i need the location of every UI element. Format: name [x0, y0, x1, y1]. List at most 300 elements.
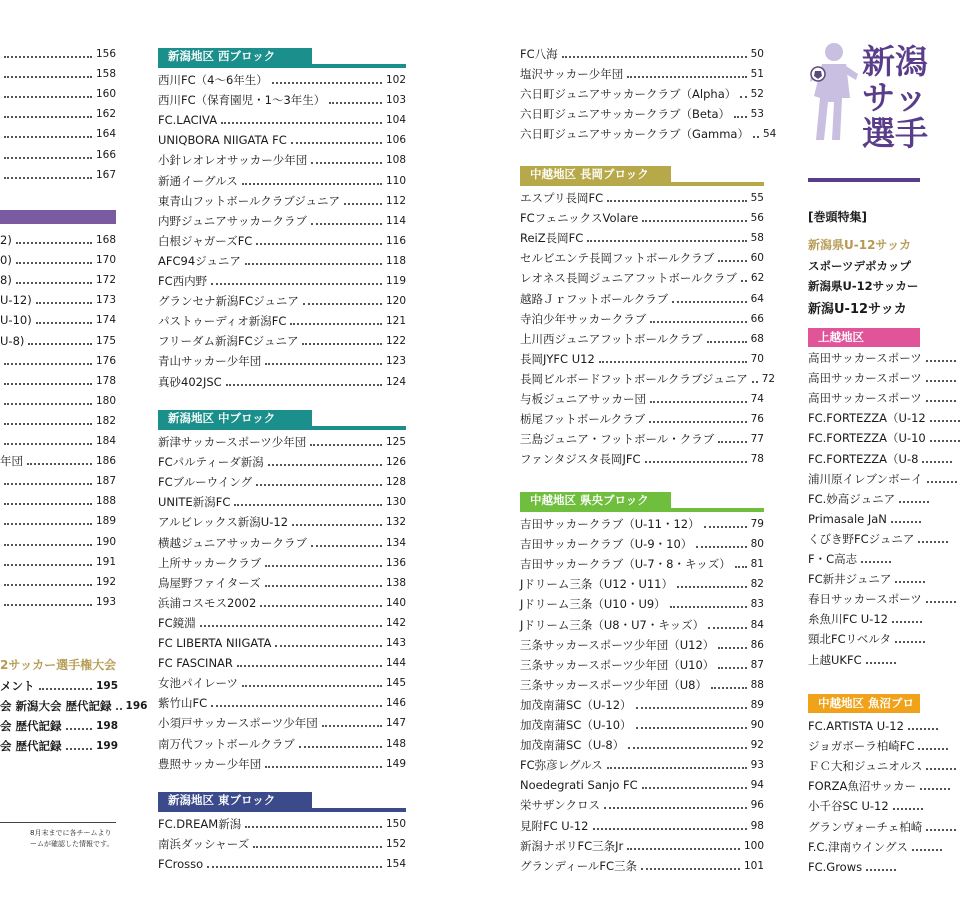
leader-dots: [711, 687, 747, 689]
toc-entry: [0, 736, 118, 756]
section-header-bar: [158, 64, 406, 68]
leader-dots: [642, 220, 746, 222]
leader-dots: [866, 662, 896, 664]
entry-name: 0): [0, 253, 12, 268]
entry-page-number: 100: [743, 839, 764, 852]
entry-page-number: 178: [95, 374, 116, 387]
leader-dots: [672, 301, 746, 303]
entry-name: FORZA魚沼サッカー: [808, 779, 917, 794]
entry-name: 六日町ジュニアサッカークラブ（Alpha）: [520, 87, 737, 102]
toc-entry: [0, 64, 116, 84]
entry-page-number: 120: [385, 295, 406, 308]
leader-dots: [607, 200, 746, 202]
toc-entry: [158, 593, 406, 613]
leader-dots: [268, 464, 382, 466]
leader-dots: [4, 584, 92, 586]
leader-dots: [200, 625, 382, 627]
entry-name: 上所サッカークラブ: [158, 555, 262, 570]
toc-entry: [520, 289, 764, 309]
toc-entry: [520, 268, 764, 288]
toc-entry: [0, 471, 116, 491]
entry-page-number: 199: [96, 740, 118, 753]
leader-dots: [116, 708, 122, 710]
entry-name: 鳥屋野ファイターズ: [158, 575, 261, 590]
leader-dots: [649, 421, 746, 423]
toc-entry: [520, 84, 764, 104]
toc-entry: [520, 574, 764, 594]
entry-page-number: 132: [385, 516, 406, 529]
entry-name: くびき野FCジュニア: [808, 531, 915, 546]
leader-dots: [627, 848, 740, 850]
entry-page-number: 56: [750, 212, 764, 225]
leader-dots: [627, 76, 746, 78]
entry-page-number: 66: [750, 312, 764, 325]
entry-page-number: 84: [750, 618, 764, 631]
toc-entry: [520, 104, 764, 124]
entry-name: 塩沢サッカー少年団: [520, 67, 624, 82]
entry-page-number: 114: [385, 214, 406, 227]
toc-entry: [808, 796, 923, 816]
section-title-championship: 2サッカー選手権大会: [0, 658, 117, 672]
entry-name: 見附FC U-12: [520, 818, 589, 833]
entry-name: FC.FORTEZZA（U-12: [808, 411, 926, 426]
entry-page-number: 94: [750, 779, 764, 792]
entry-page-number: 82: [750, 578, 764, 591]
entry-page-number: 70: [750, 352, 764, 365]
section-header: 中越地区 長岡ブロック: [520, 166, 671, 182]
entry-name: 六日町ジュニアサッカークラブ（Gamma）: [520, 127, 749, 142]
toc-entry: [158, 372, 406, 392]
leader-dots: [866, 869, 896, 871]
leader-dots: [926, 400, 956, 402]
toc-entry: [158, 512, 406, 532]
toc-entry: [0, 572, 116, 592]
entry-name: 豊照サッカー少年団: [158, 756, 262, 771]
entry-name: 小千谷SC U-12: [808, 799, 889, 814]
entry-page-number: 198: [96, 720, 118, 733]
leader-dots: [4, 383, 92, 385]
leader-dots: [290, 323, 382, 325]
entry-name: 吉田サッカークラブ（U-7・8・キッズ）: [520, 557, 731, 572]
leader-dots: [311, 223, 382, 225]
entry-name: FC.FORTEZZA（U-8: [808, 451, 919, 466]
leader-dots: [275, 645, 382, 647]
entry-page-number: 167: [95, 168, 116, 181]
entry-page-number: 142: [385, 616, 406, 629]
toc-entry: [520, 615, 764, 635]
toc-entry: [520, 208, 764, 228]
leader-dots: [641, 868, 740, 870]
toc-entry: [0, 145, 116, 165]
entry-page-number: 74: [750, 393, 764, 405]
entry-name: 浜浦コスモス2002: [158, 595, 257, 610]
entry-name: 8): [0, 273, 12, 288]
toc-entry: [520, 389, 764, 409]
leader-dots: [4, 76, 92, 78]
toc-entry: [158, 693, 406, 713]
leader-dots: [650, 401, 747, 403]
leader-dots: [211, 705, 382, 707]
toc-column-niigata: [158, 0, 406, 920]
leader-dots: [930, 440, 960, 442]
toc-entry: [808, 756, 956, 776]
leader-dots: [920, 788, 950, 790]
entry-name: Primasale JaN: [808, 511, 887, 526]
footnote-line-1: 8月末までに各チームより: [30, 829, 112, 837]
toc-entry: [520, 735, 764, 755]
leader-dots: [895, 641, 925, 643]
toc-entry: [158, 492, 406, 512]
toc-entry: [520, 514, 764, 534]
toc-entry: [520, 329, 764, 349]
footnote-divider: [0, 822, 116, 823]
leader-dots: [562, 56, 747, 58]
toc-entry: [520, 124, 777, 144]
leader-dots: [926, 829, 956, 831]
toc-entry: [158, 110, 406, 130]
entry-name: 三島ジュニア・フットボール・クラブ: [520, 432, 715, 447]
entry-name: レオネス長岡ジュニアフットボールクラブ: [520, 271, 737, 286]
entry-name: 加茂南蒲SC（U-8）: [520, 738, 625, 753]
entry-name: FC.ARTISTA U-12: [808, 719, 904, 733]
entry-name: U-8): [0, 333, 25, 348]
entry-page-number: 158: [95, 68, 116, 81]
entry-page-number: 130: [385, 496, 406, 509]
toc-entry: [520, 695, 764, 715]
entry-page-number: 90: [750, 719, 764, 731]
entry-page-number: 104: [385, 114, 406, 127]
entry-page-number: 144: [385, 657, 406, 670]
toc-entry: [0, 250, 116, 270]
toc-entry: [158, 673, 406, 693]
entry-name: ファンタジスタ長岡JFC: [520, 452, 641, 467]
leader-dots: [265, 565, 382, 567]
entry-page-number: 160: [95, 88, 116, 101]
toc-entry: [520, 369, 776, 389]
entry-page-number: 189: [95, 515, 116, 528]
leader-dots: [4, 403, 92, 405]
entry-name: 上越UKFC: [808, 652, 862, 667]
entry-name: 上川西ジュニアフットボールクラブ: [520, 331, 703, 346]
leader-dots: [36, 322, 92, 324]
leader-dots: [899, 501, 929, 503]
entry-name: 加茂南蒲SC（U-12）: [520, 697, 632, 712]
joetsu-label: 上越地区: [818, 330, 864, 344]
entry-page-number: 76: [750, 413, 764, 426]
toc-entry: [158, 150, 406, 170]
leader-dots: [636, 707, 747, 709]
leader-dots: [891, 521, 921, 523]
entry-page-number: 188: [95, 495, 116, 508]
entry-name: 長岡JYFC U12: [520, 351, 595, 366]
entry-name: UNITE新潟FC: [158, 495, 231, 510]
leader-dots: [735, 566, 747, 568]
entry-name: FC新井ジュニア: [808, 572, 892, 587]
toc-entry: [520, 534, 764, 554]
entry-name: FC.LACIVA: [158, 113, 218, 128]
entry-page-number: 149: [385, 757, 406, 770]
entry-page-number: 119: [385, 275, 406, 287]
leader-dots: [926, 360, 956, 362]
entry-name: ＦＣ大和ジュニオルス: [808, 759, 923, 774]
toc-entry: [0, 411, 116, 431]
entry-name: 西川FC（保育園児・1〜3年生）: [158, 93, 326, 108]
entry-page-number: 134: [385, 536, 406, 549]
entry-name: ReiZ長岡FC: [520, 231, 584, 246]
toc-entry: [808, 469, 957, 489]
leader-dots: [707, 341, 747, 343]
toc-entry: [808, 428, 960, 448]
entry-page-number: 195: [96, 680, 118, 692]
entry-name: 小須戸サッカースポーツ少年団: [158, 716, 318, 731]
leader-dots: [207, 866, 382, 868]
entry-page-number: 116: [385, 234, 406, 247]
main-title-line-2: サッ: [862, 78, 928, 117]
entry-page-number: 128: [385, 476, 406, 489]
leader-dots: [895, 581, 925, 583]
entry-name: グランディールFC三条: [520, 858, 637, 873]
toc-entry: [0, 270, 116, 290]
toc-entry: [808, 368, 956, 388]
toc-entry: [520, 775, 764, 795]
leader-dots: [4, 564, 92, 566]
leader-dots: [27, 463, 92, 465]
toc-entry: [158, 291, 406, 311]
toc-entry: [808, 549, 891, 569]
section-title-u12: 新潟U-12サッカ: [808, 302, 907, 317]
leader-dots: [892, 621, 922, 623]
entry-name: F.C.津南ウイングス: [808, 839, 908, 854]
leader-dots: [4, 136, 92, 138]
entry-name: 与板ジュニアサッカー団: [520, 392, 647, 406]
leader-dots: [211, 283, 382, 285]
toc-entry: [520, 816, 764, 836]
toc-entry: [520, 248, 764, 268]
leader-dots: [718, 647, 746, 649]
entry-page-number: 138: [385, 576, 406, 589]
toc-entry: [158, 130, 406, 150]
toc-entry: [158, 553, 406, 573]
toc-entry: [808, 776, 950, 796]
leader-dots: [4, 443, 92, 445]
leader-dots: [740, 96, 746, 98]
toc-entry: [158, 351, 406, 371]
leader-dots: [16, 282, 92, 284]
entry-page-number: 150: [385, 818, 406, 830]
toc-entry: [808, 736, 948, 756]
entry-name: 三条サッカースポーツ少年団（U12）: [520, 637, 715, 652]
entry-name: セルビエンテ長岡フットボールクラブ: [520, 251, 715, 266]
toc-entry: [808, 489, 929, 509]
leader-dots: [677, 586, 747, 588]
entry-page-number: 168: [95, 234, 116, 246]
entry-name: FC八海: [520, 47, 558, 61]
toc-entry: [158, 754, 406, 774]
leader-dots: [4, 56, 92, 58]
entry-name: 紫竹山FC: [158, 696, 208, 711]
entry-name: グランセナ新潟FCジュニア: [158, 294, 299, 309]
leader-dots: [28, 343, 92, 345]
entry-page-number: 89: [750, 698, 764, 711]
entry-name: 女池パイレーツ: [158, 676, 239, 691]
soccer-player-silhouette-icon: [804, 40, 864, 150]
entry-name: 年団: [0, 454, 23, 469]
toc-entry: [520, 594, 764, 614]
leader-dots: [741, 280, 747, 282]
leader-dots: [4, 157, 92, 159]
entry-name: 吉田サッカークラブ（U-9・10）: [520, 537, 693, 552]
leader-dots: [4, 483, 92, 485]
toc-entry: [158, 251, 406, 271]
toc-entry: [158, 70, 406, 90]
entry-page-number: 112: [385, 194, 406, 207]
entry-page-number: 108: [385, 154, 406, 167]
leader-dots: [39, 688, 93, 690]
leader-dots: [696, 546, 746, 548]
toc-entry: [520, 856, 764, 876]
leader-dots: [265, 585, 382, 587]
leader-dots: [322, 725, 382, 727]
leader-dots: [670, 606, 747, 608]
entry-page-number: 136: [385, 556, 406, 569]
toc-column-chuetsu: [520, 0, 777, 920]
entry-page-number: 125: [385, 436, 406, 448]
entry-name: 新津サッカースポーツ少年団: [158, 435, 307, 449]
leader-dots: [299, 746, 382, 748]
entry-name: 真砂402JSC: [158, 374, 222, 389]
leader-dots: [645, 461, 747, 463]
entry-name: U-12): [0, 293, 32, 308]
entry-name: 会 新潟大会 歴代記録: [0, 699, 112, 714]
leader-dots: [4, 116, 92, 118]
entry-page-number: 193: [95, 595, 116, 608]
leader-dots: [704, 526, 747, 528]
leader-dots: [310, 444, 382, 446]
toc-entry: [808, 650, 896, 670]
toc-entry: [0, 491, 116, 511]
leader-dots: [256, 484, 382, 486]
toc-entry: [158, 432, 406, 452]
section-header-bar: [520, 182, 764, 186]
toc-entry: [520, 675, 764, 695]
entry-name: 春日サッカースポーツ: [808, 592, 922, 607]
toc-entry: [158, 90, 406, 110]
toc-entry: [158, 613, 406, 633]
leader-dots: [930, 420, 960, 422]
entry-name: FCrosso: [158, 857, 204, 872]
leader-dots: [265, 766, 382, 768]
toc-column-right-cut: [800, 0, 928, 920]
entry-page-number: 184: [95, 435, 116, 447]
entry-name: U-10): [0, 313, 32, 328]
entry-page-number: 140: [385, 596, 406, 609]
toc-entry: [520, 409, 764, 429]
entry-page-number: 191: [95, 555, 116, 568]
leader-dots: [607, 767, 747, 769]
entry-page-number: 78: [750, 453, 764, 466]
toc-entry: [808, 716, 938, 736]
toc-entry: [520, 349, 764, 369]
leader-dots: [272, 82, 382, 84]
entry-page-number: 53: [750, 108, 764, 121]
entry-name: 三条サッカースポーツ少年団（U10）: [520, 657, 715, 672]
toc-entry: [0, 84, 116, 104]
entry-page-number: 196: [125, 700, 148, 713]
toc-entry: [158, 653, 406, 673]
toc-entry: [808, 569, 925, 589]
entry-name: FC.Grows: [808, 859, 863, 874]
entry-name: ジョガボーラ柏崎FC: [808, 739, 915, 754]
entry-page-number: 176: [95, 354, 116, 367]
leader-dots: [587, 240, 746, 242]
entry-page-number: 186: [95, 455, 116, 468]
leader-dots: [311, 162, 382, 164]
entry-page-number: 58: [750, 232, 764, 245]
toc-entry: [520, 715, 764, 735]
toc-entry: [808, 529, 948, 549]
leader-dots: [708, 627, 746, 629]
entry-page-number: 64: [750, 292, 764, 305]
leader-dots: [734, 116, 747, 118]
leader-dots: [221, 122, 382, 124]
entry-name: FC西内野: [158, 274, 208, 288]
toc-entry: [520, 655, 764, 675]
entry-name: 横越ジュニアサッカークラブ: [158, 535, 308, 550]
entry-name: 三条サッカースポーツ少年団（U8）: [520, 677, 707, 692]
toc-entry: [520, 635, 764, 655]
entry-name: FC FASCINAR: [158, 656, 233, 671]
entry-page-number: 102: [385, 74, 406, 86]
toc-entry: [808, 817, 956, 837]
leader-dots: [926, 380, 956, 382]
entry-name: 会 歴代記録: [0, 719, 62, 734]
entry-name: Jドリーム三条（U10・U9）: [520, 597, 666, 612]
section-header: 新潟地区 中ブロック: [158, 410, 312, 426]
leader-dots: [893, 808, 923, 810]
toc-entry: [158, 452, 406, 472]
section-header: 中越地区 県央ブロック: [520, 492, 671, 508]
entry-page-number: 55: [750, 192, 764, 204]
toc-entry: [0, 230, 116, 250]
entry-name: 栄サザンクロス: [520, 798, 601, 813]
toc-entry: [808, 509, 921, 529]
toc-entry: [808, 857, 896, 877]
entry-name: UNIQBORA NIIGATA FC: [158, 133, 287, 148]
toc-entry: [520, 836, 764, 856]
toc-entry: [808, 408, 960, 428]
entry-page-number: 87: [750, 658, 764, 671]
entry-name: 高田サッカースポーツ: [808, 391, 922, 406]
entry-page-number: 192: [95, 575, 116, 588]
toc-entry: [0, 290, 116, 310]
toc-entry: [158, 171, 406, 191]
entry-page-number: 96: [750, 799, 764, 812]
entry-name: FC.FORTEZZA（U-10: [808, 431, 926, 446]
toc-entry: [158, 573, 406, 593]
leader-dots: [260, 605, 382, 607]
leader-dots: [912, 849, 942, 851]
entry-page-number: 173: [95, 294, 116, 307]
feature-line-1: スポーツデポカップ: [808, 259, 911, 273]
entry-name: FCフェニックスVolare: [520, 211, 639, 226]
toc-entry: [0, 431, 116, 451]
leader-dots: [4, 604, 92, 606]
entry-page-number: 123: [385, 355, 406, 368]
entry-name: 東青山フットボールクラブジュニア: [158, 193, 341, 208]
leader-dots: [4, 177, 92, 179]
leader-dots: [226, 384, 382, 386]
entry-page-number: 170: [95, 254, 116, 267]
